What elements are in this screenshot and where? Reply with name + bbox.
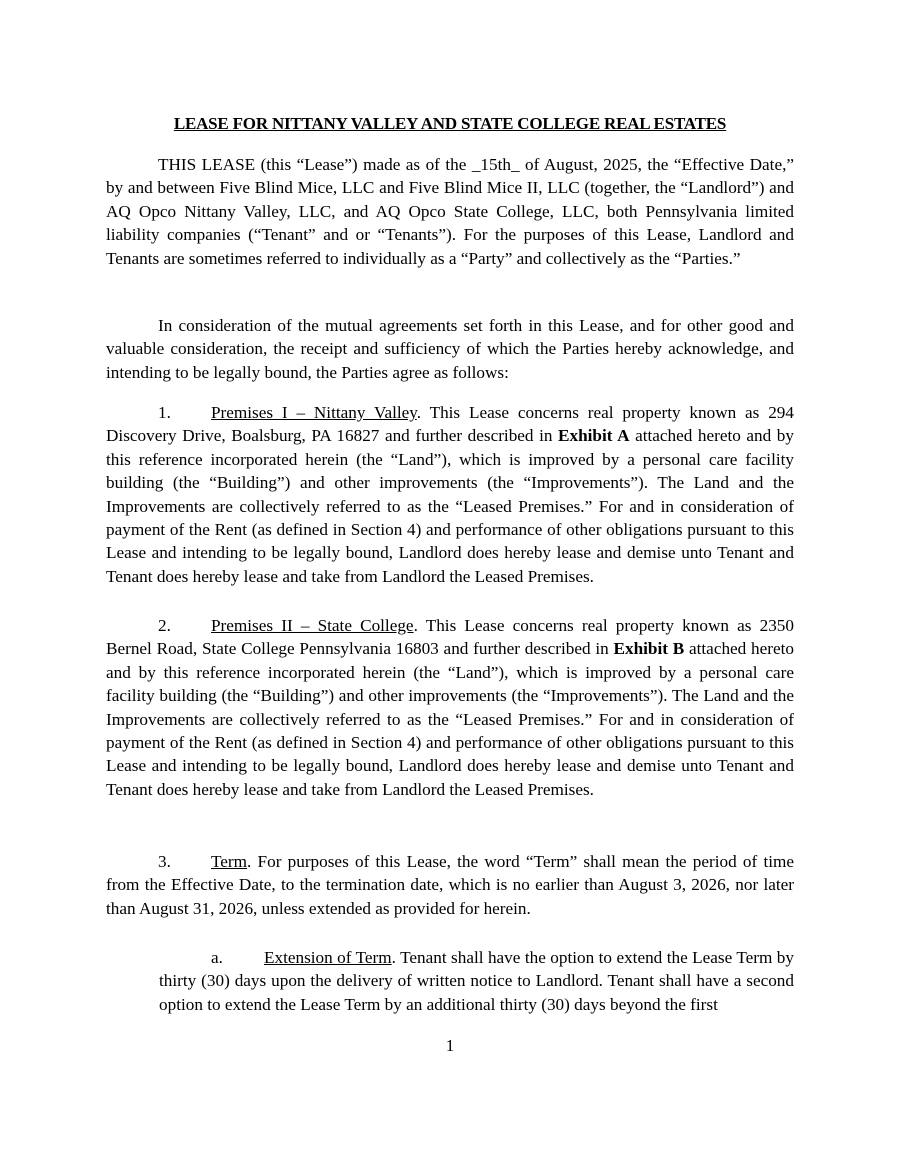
section-1-text-a: . This Lease concerns real property known as 294 Discovery Drive, Boalsburg, PA 16827 and further described in <box>106 403 794 446</box>
section-3-paragraph <box>106 850 794 920</box>
section-1-text-b: attached hereto and by this reference incorporated herein (the “Land”), which is improved by a personal care facility building (the “Building”) and other improvements (the “Improvements”). The Land and the Improvements are collectively referred to as the “Leased Premises.” For and in consideration of payment of the Rent (as defined in Section 4) and performance of other obligations pursuant to this Lease and intending to be legally bound, Landlord does hereby lease and demise unto Tenant and Tenant does hereby lease and take from Landlord the Leased Premises. <box>106 426 794 586</box>
intro-paragraph <box>106 153 794 270</box>
consideration-text: In consideration of the mutual agreements set forth in this Lease, and for other good and valuable consideration, the receipt and sufficiency of which the Parties hereby acknowledge, and intending to be legally bound, the Parties agree as follows: <box>106 316 794 382</box>
section-2-number: 2. <box>158 616 171 635</box>
subsection-a-text: . Tenant shall have the option to extend the Lease Term by thirty (30) days upon the delivery of written notice to Landlord. Tenant shall have a second option to extend the Lease Term by an additional thirty (30) days beyond the first <box>159 948 794 1014</box>
subsection-a-paragraph <box>159 946 794 1016</box>
consideration-paragraph <box>106 314 794 384</box>
document-title: LEASE FOR NITTANY VALLEY AND STATE COLLEGE REAL ESTATES <box>173 114 727 133</box>
section-3-text: . For purposes of this Lease, the word “Term” shall mean the period of time from the Effective Date, to the termination date, which is no earlier than August 3, 2026, nor later than August 31, 2026, unless extended as provided for herein. <box>106 852 794 918</box>
section-1-heading: Premises I – Nittany Valley <box>211 403 417 422</box>
section-2-exhibit: Exhibit B <box>613 639 685 659</box>
section-2-paragraph <box>106 614 794 801</box>
section-1-paragraph <box>106 401 794 588</box>
intro-text: THIS LEASE (this “Lease”) made as of the _15th_ of August, 2025, the “Effective Date,” by and between Five Blind Mice, LLC and Five Blind Mice II, LLC (together, the “Landlord”) and AQ Opco Nittany Valley, LLC, and AQ Opco State College, LLC, both Pennsylvania limited liability companies (“Tenant” and or “Tenants”). For the purposes of this Lease, Landlord and Tenants are sometimes referred to individually as a “Party” and collectively as the “Parties.” <box>106 155 794 268</box>
section-3-number: 3. <box>158 852 171 871</box>
subsection-a-letter: a. <box>211 948 223 967</box>
section-2-text-a: . This Lease concerns real property known as 2350 Bernel Road, State College Pennsylvania 16803 and further described in <box>106 616 794 659</box>
section-3-heading: Term <box>211 852 248 871</box>
section-2-heading: Premises II – State College <box>211 616 414 635</box>
section-1-exhibit: Exhibit A <box>558 426 630 446</box>
section-2-text-b: attached hereto and by this reference incorporated herein (the “Land”), which is improved by a personal care facility building (the “Building”) and other improvements (the “Improvements”). The Land and the Improvements are collectively referred to as the “Leased Premises.” For and in consideration of payment of the Rent (as defined in Section 4) and performance of other obligations pursuant to this Lease and intending to be legally bound, Landlord does hereby lease and demise unto Tenant and Tenant does hereby lease and take from Landlord the Leased Premises. <box>106 639 794 799</box>
section-1-number: 1. <box>158 403 171 422</box>
page-number: 1 <box>445 1036 455 1055</box>
subsection-a-heading: Extension of Term <box>264 948 392 967</box>
